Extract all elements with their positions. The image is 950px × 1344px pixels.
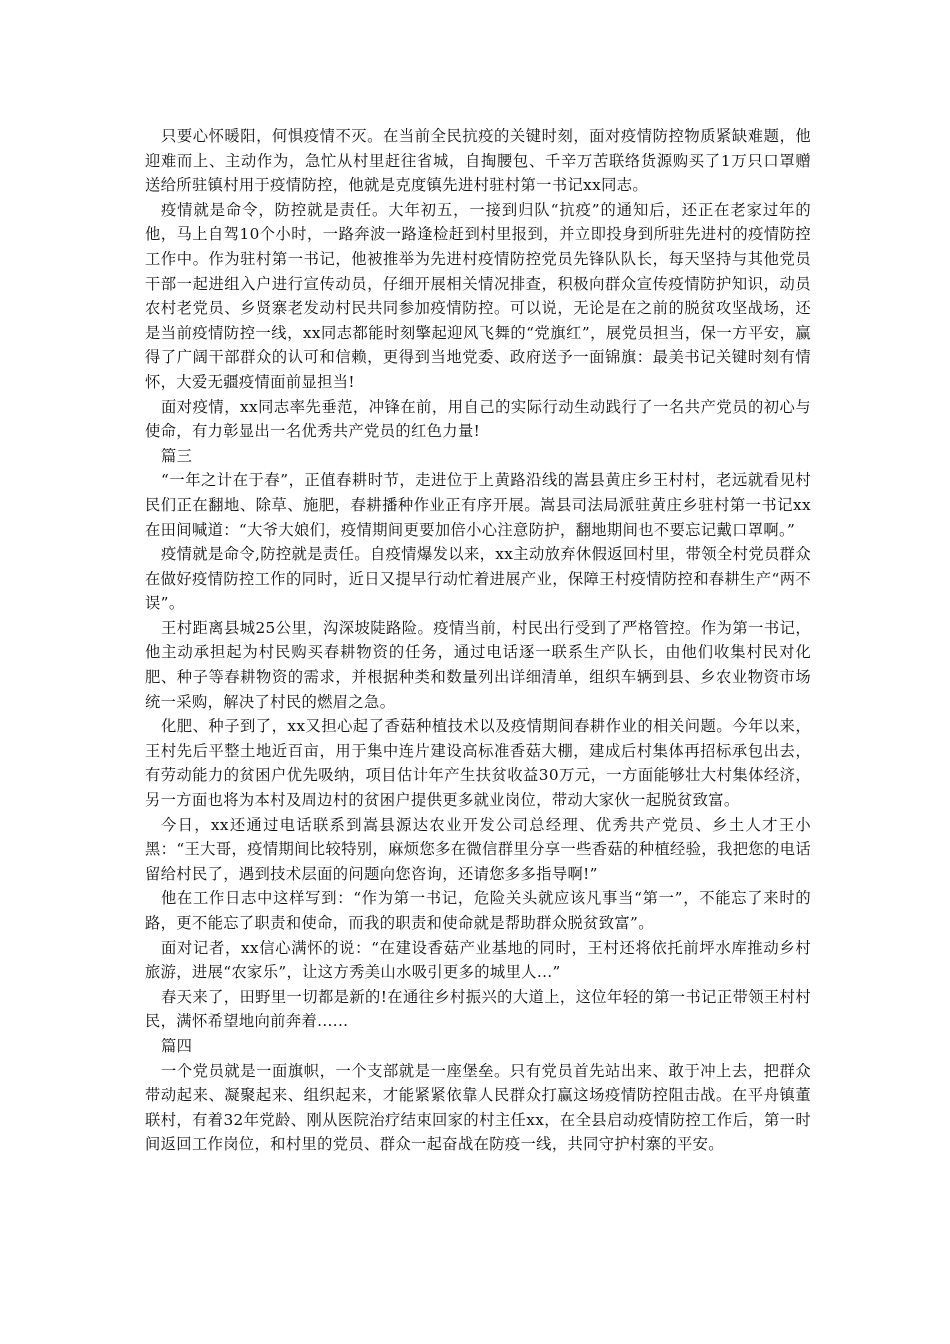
document-body: [145, 124, 811, 1157]
paragraph: “一年之计在于春”，正值春耕时节，走进位于上黄路沿线的嵩县黄庄乡王村村，老远就看见村民们正在翻地、除草、施肥，春耕播种作业正有序开展。嵩县司法局派驻黄庄乡驻村第一书记xx在田间喊道：“大爷大娘们，疫情期间更要加倍小心注意防护，翻地期间也不要忘记戴口罩啊。”: [145, 471, 811, 539]
paragraph: 春天来了，田野里一切都是新的!在通往乡村振兴的大道上，这位年轻的第一书记正带领王村村民，满怀希望地向前奔着......: [145, 987, 811, 1031]
paragraph: 王村距离县城25公里，沟深坡陡路险。疫情当前，村民出行受到了严格管控。作为第一书记，他主动承担起为村民购买春耕物资的任务，通过电话逐一联系生产队长，由他们收集村民对化肥、种子等春耕物资的需求，并根据种类和数量列出详细清单，组织车辆到县、乡农业物资市场统一采购，解决了村民的燃眉之急。: [145, 618, 811, 711]
paragraph: 疫情就是命令，防控就是责任。大年初五，一接到归队“抗疫”的通知后，还正在老家过年的他，马上自驾10个小时，一路奔波一路逢检赶到村里报到，并立即投身到所驻先进村的疫情防控工作中。作为驻村第一书记，他被推举为先进村疫情防控党员先锋队队长，每天坚持与其他党员干部一起进组入户进行宣传动员，仔细开展相关情况排查，积极向群众宣传疫情防护知识，动员农村老党员、乡贤寨老发动村民共同参加疫情防控。可以说，无论是在之前的脱贫攻坚战场，还是当前疫情防控一线，xx同志都能时刻擎起迎风飞舞的“党旗红”，展党员担当，保一方平安，赢得了广阔干部群众的认可和信赖，更得到当地党委、政府送予一面锦旗：最美书记关键时刻有情怀，大爱无疆疫情面前显担当!: [145, 200, 811, 391]
paragraph: 他在工作日志中这样写到：“作为第一书记，危险关头就应该凡事当“第一”，不能忘了来时的路，更不能忘了职责和使命，而我的职责和使命就是帮助群众脱贫致富”。: [145, 889, 811, 932]
paragraph: 今日，xx还通过电话联系到嵩县源达农业开发公司总经理、优秀共产党员、乡土人才王小黑：“王大哥，疫情期间比较特别，麻烦您多在微信群里分享一些香菇的种植经验，我把您的电话留给村民了，遇到技术层面的问题向您咨询，还请您多多指导啊!”: [145, 815, 811, 883]
paragraph: 疫情就是命令,防控就是责任。自疫情爆发以来，xx主动放弃休假返回村里，带领全村党员群众在做好疫情防控工作的同时，近日又提早行动忙着进展产业，保障王村疫情防控和春耕生产“两不误”。: [145, 545, 811, 613]
paragraph: 面对记者，xx信心满怀的说：“在建设香菇产业基地的同时，王村还将依托前坪水库推动乡村旅游，进展“农家乐”，让这方秀美山水吸引更多的城里人...”: [145, 938, 811, 982]
paragraph: 面对疫情，xx同志率先垂范，冲锋在前，用自己的实际行动生动践行了一名共产党员的初心与使命，有力彰显出一名优秀共产党员的红色力量!: [145, 397, 811, 441]
paragraph: 一个党员就是一面旗帜，一个支部就是一座堡垒。只有党员首先站出来、敢于冲上去，把群众带动起来、凝聚起来、组织起来，才能紧紧依靠人民群众打赢这场疫情防控阻击战。在平舟镇董联村，有着32年党龄、刚从医院治疗结束回家的村主任xx，在全县启动疫情防控工作后，第一时间返回工作岗位，和村里的党员、群众一起奋战在防疫一线，共同守护村寨的平安。: [145, 1061, 811, 1154]
paragraph: 化肥、种子到了，xx又担心起了香菇种植技术以及疫情期间春耕作业的相关问题。今年以来，王村先后平整土地近百亩，用于集中连片建设高标准香菇大棚，建成后村集体再招标承包出去，有劳动能力的贫困户优先吸纳，项目估计年产生扶贫收益30万元，一方面能够壮大村集体经济，另一方面也将为本村及周边村的贫困户提供更多就业岗位，带动大家伙一起脱贫致富。: [145, 717, 811, 810]
section-heading: 篇四: [161, 1036, 193, 1055]
section-heading: 篇三: [161, 446, 193, 465]
paragraph: 只要心怀暖阳，何惧疫情不灭。在当前全民抗疫的关键时刻，面对疫情防控物质紧缺难题，他迎难而上、主动作为，急忙从村里赶往省城，自掏腰包、千辛万苦联络货源购买了1万只口罩赠送给所驻镇村用于疫情防控，他就是克度镇先进村驻村第一书记xx同志。: [145, 127, 811, 195]
